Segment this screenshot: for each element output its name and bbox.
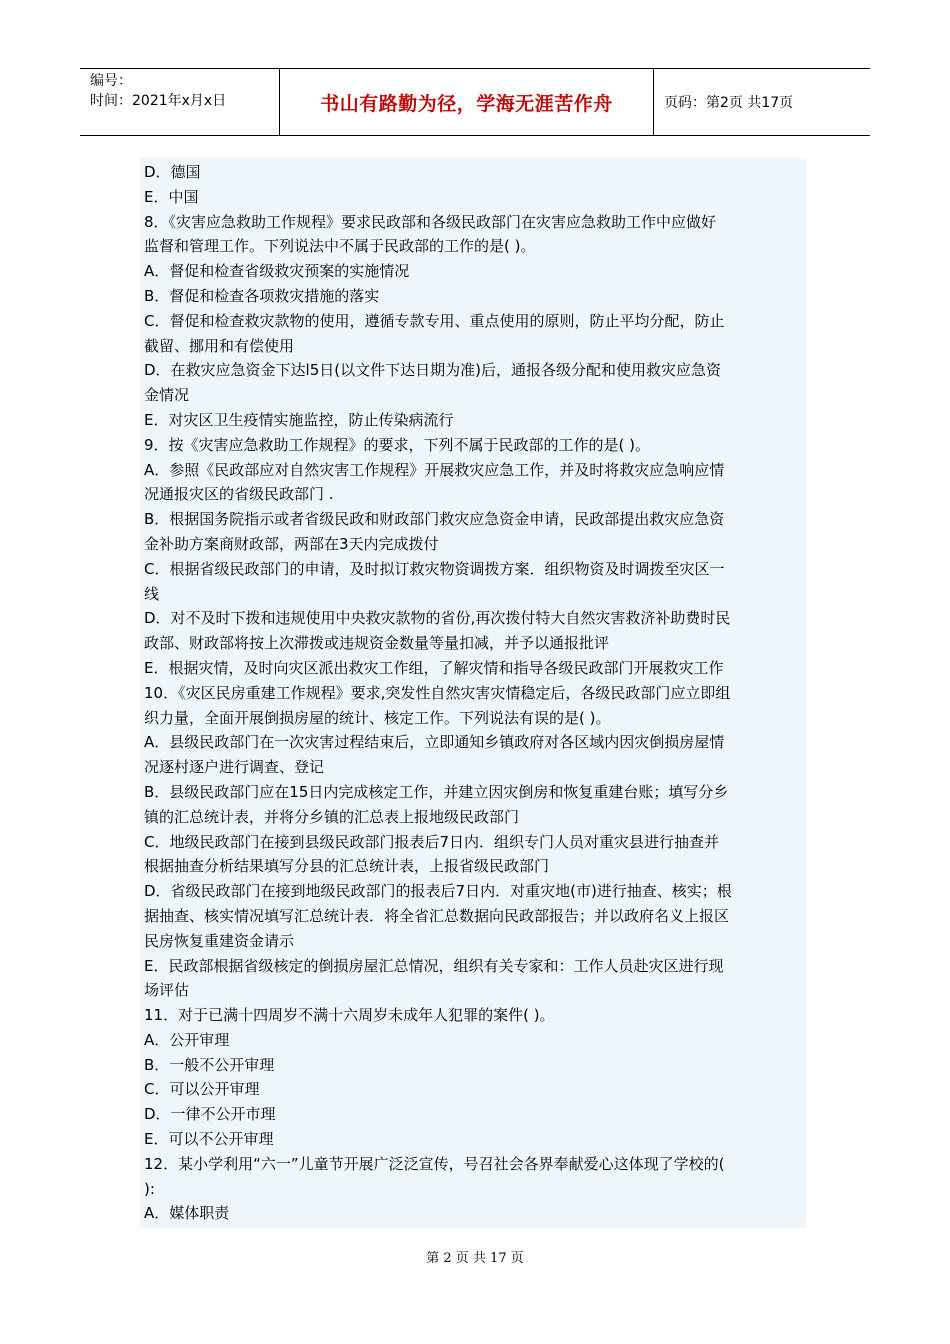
text-line: E．根据灾情，及时向灾区派出救灾工作组，了解灾情和指导各级民政部门开展救灾工作 (144, 658, 724, 677)
header-motto-cell (280, 69, 654, 135)
text-line: 9．按《灾害应急救助工作规程》的要求，下列不属于民政部的工作的是( )。 (144, 435, 651, 454)
text-line: B．一般不公开审理 (144, 1055, 275, 1074)
text-line: 场评估 (144, 981, 190, 1000)
text-line: D．一律不公开市理 (144, 1105, 276, 1124)
text-line: C．根据省级民政部门的申请，及时拟订救灾物资调拨方案．组织物资及时调拨至灾区一 (144, 559, 725, 578)
text-line: ): (144, 1179, 155, 1198)
text-line: A．督促和检查省级救灾预案的实施情况 (144, 262, 410, 281)
text-line: 金补助方案商财政部，两部在3天内完成拨付 (144, 534, 439, 553)
document-body (140, 158, 806, 1228)
text-line: 截留、挪用和有偿使用 (144, 336, 295, 355)
text-line: C．督促和检查救灾款物的使用，遵循专款专用、重点使用的原则，防止平均分配，防止 (144, 311, 725, 330)
text-line: E．中国 (144, 187, 199, 206)
text-line: 政部、财政部将按上次滞拨或违规资金数量等量扣减，并予以通报批评 (144, 634, 610, 653)
text-line: A．县级民政部门在一次灾害过程结束后，立即通知乡镇政府对各区域内因灾倒损房屋情 (144, 733, 725, 752)
text-line: 根据抽查分析结果填写分县的汇总统计表，上报省级民政部门 (144, 857, 550, 876)
text-line: 据抽查、核实情况填写汇总统计表．将全省汇总数据向民政部报告；并以政府名义上报区 (144, 906, 730, 925)
text-line: D．在救灾应急资金下达l5日(以文件下达日期为准)后，通报各级分配和使用救灾应急资 (144, 361, 721, 380)
text-line: A．公开审理 (144, 1030, 230, 1049)
text-line: 金情况 (144, 386, 190, 405)
text-line: E．对灾区卫生疫情实施监控，防止传染病流行 (144, 410, 454, 429)
text-line: C．可以公开审理 (144, 1080, 260, 1099)
text-line: B．县级民政部门应在15日内完成核定工作，并建立因灾倒房和恢复重建台账；填写分乡 (144, 782, 729, 801)
text-line: 况通报灾区的省级民政部门 . (144, 485, 334, 504)
text-line: B．督促和检查各项救灾措施的落实 (144, 286, 380, 305)
text-line: 12．某小学利用“六一”儿童节开展广泛泛宣传，号召社会各界奉献爱心这体现了学校的( (144, 1154, 725, 1173)
text-line: B．根据国务院指示或者省级民政和财政部门救灾应急资金申请，民政部提出救灾应急资 (144, 510, 725, 529)
page-info: 页码：第2页 共17页 (664, 95, 794, 111)
text-line: A．参照《民政部应对自然灾害工作规程》开展救灾应急工作，并及时将救灾应急响应情 (144, 460, 725, 479)
text-line: 镇的汇总统计表，并将分乡镇的汇总表上报地级民政部门 (144, 807, 520, 826)
text-line: 线 (144, 584, 160, 603)
text-line: 况逐村逐户进行调查、登记 (144, 758, 325, 777)
text-line: D．省级民政部门在接到地级民政部门的报表后7日内．对重灾地(市)进行抽查、核实；根 (144, 882, 732, 901)
text-line: 织力量，全面开展倒损房屋的统计、核定工作。下列说法有误的是( )。 (144, 708, 611, 727)
header-meta (80, 69, 280, 135)
text-line: 民房恢复重建资金请示 (144, 931, 295, 950)
text-line: 11．对于已满十四周岁不满十六周岁未成年人犯罪的案件( )。 (144, 1006, 555, 1025)
page-header (80, 68, 870, 136)
text-line: 8．《灾害应急救助工作规程》要求民政部和各级民政部门在灾害应急救助工作中应做好 (144, 212, 717, 231)
date-label: 时间：2021年x月x日 (90, 93, 227, 109)
text-line: D．对不及时下拨和违规使用中央救灾款物的省份,再次拨付特大自然灾害救济补助费时民 (144, 609, 731, 628)
number-label: 编号： (90, 73, 132, 89)
text-line: D．德国 (144, 163, 201, 181)
text-line: E．可以不公开审理 (144, 1130, 274, 1149)
text-line: 10．《灾区民房重建工作规程》要求,突发性自然灾害灾情稳定后，各级民政部门应立即组 (144, 683, 731, 702)
text-line: 监督和管理工作。下列说法中不属于民政部的工作的是( )。 (144, 237, 536, 256)
header-page-cell (654, 69, 870, 135)
text-line: E．民政部根据省级核定的倒损房屋汇总情况，组织有关专家和：工作人员赴灾区进行现 (144, 956, 724, 975)
page-footer: 第 2 页 共 17 页 (426, 1251, 524, 1266)
text-line: C．地级民政部门在接到县级民政部门报表后7日内．组织专门人员对重灾县进行抽查并 (144, 832, 720, 851)
text-line: A．媒体职责 (144, 1204, 230, 1223)
motto: 书山有路勤为径，学海无涯苦作舟 (320, 92, 613, 115)
